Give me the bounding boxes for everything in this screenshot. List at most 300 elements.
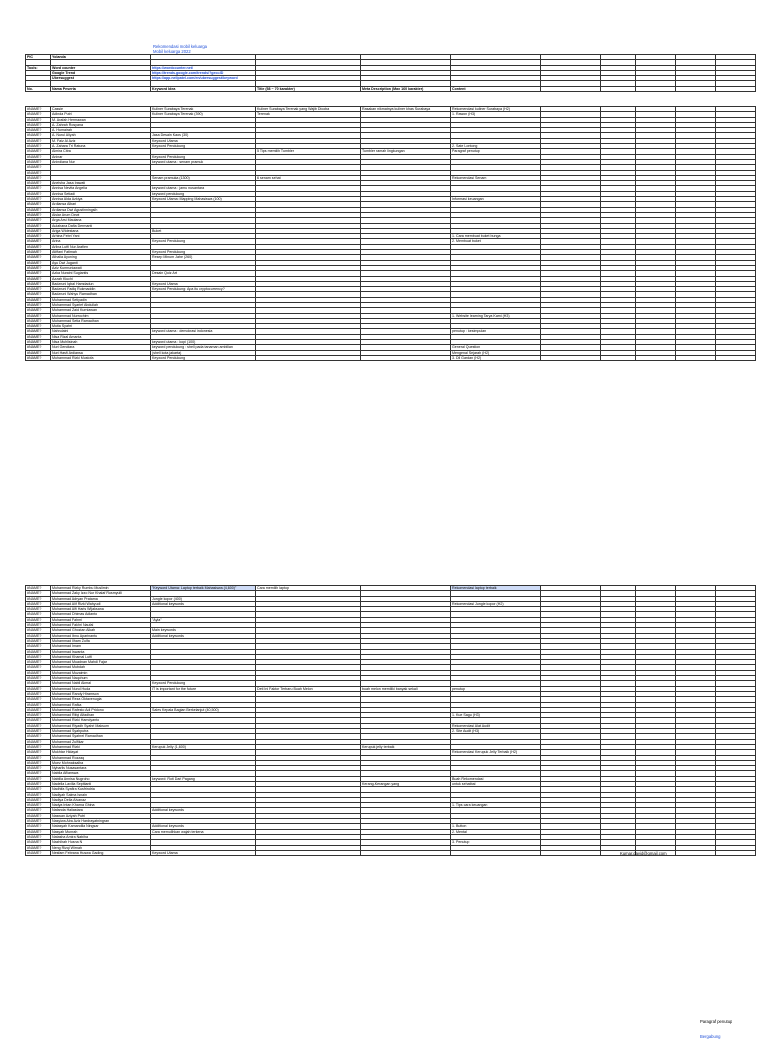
table-cell: M. Faiz Al Aziz <box>51 138 151 143</box>
top-link-2[interactable]: Mobil keluarga 2022 <box>153 49 191 54</box>
row-number-cell: #NAME? <box>26 755 51 760</box>
table-row <box>26 355 756 360</box>
row-number-cell: #NAME? <box>26 628 51 633</box>
table-cell: Adinda Putri <box>51 112 151 117</box>
row-number-cell: #NAME? <box>26 175 51 180</box>
row-number-cell: #NAME? <box>26 750 51 755</box>
table-cell: 2. Sate Lontong <box>451 144 541 149</box>
table-cell: Mengenal Sejarah (H2) <box>451 350 541 355</box>
row-number-cell: #NAME? <box>26 228 51 233</box>
table-cell: Azzah Kiuchi <box>51 276 151 281</box>
table-cell: Rekomendasi Kerupuk Jelly Terbaik (H2) <box>451 750 541 755</box>
table-cell: Natasyah Kamandila Ningsar <box>51 824 151 829</box>
table-cell: Rekomendasi Senam <box>451 175 541 180</box>
table-cell: Annisa Alda Azkiya <box>51 197 151 202</box>
row-number-cell: #NAME? <box>26 255 51 260</box>
table-cell: Rasakan nikmatnya kuliner khas Surabaya <box>361 107 451 112</box>
row-number-cell: #NAME? <box>26 787 51 792</box>
table-cell <box>361 355 451 360</box>
table-cell: Muhammad Rizki <box>51 744 151 749</box>
table-cell: A. Zahrah Rosyana <box>51 122 151 127</box>
row-number-cell: #NAME? <box>26 707 51 712</box>
table-cell: Natasha Amira Nabiha <box>51 834 151 839</box>
table-cell: Muhammad Rafka <box>51 702 151 707</box>
table-cell: Rekomendasi Alat Audit <box>451 723 541 728</box>
data-table-2 <box>25 585 756 856</box>
table-cell: keyword pendukung <box>151 191 256 196</box>
table-cell <box>361 850 451 855</box>
row-number-cell: #NAME? <box>26 845 51 850</box>
table-cell: Muhammad Zaky Izzo Nur Khalaf Rusmyulli <box>51 591 151 596</box>
tool-name: Google Trend <box>51 70 151 75</box>
row-number-cell: #NAME? <box>26 292 51 297</box>
row-number-cell: #NAME? <box>26 824 51 829</box>
table-cell: Muhammad Rifqi Alfadhan <box>51 713 151 718</box>
table-cell: untuk sehatbal <box>451 781 541 786</box>
sheet-page-1 <box>0 0 768 470</box>
row-number-cell: #NAME? <box>26 781 51 786</box>
row-number-cell: #NAME? <box>26 829 51 834</box>
row-number-cell: #NAME? <box>26 607 51 612</box>
table-cell: Muhammad Iswanta <box>51 649 151 654</box>
row-number-cell: #NAME? <box>26 734 51 739</box>
table-cell: Kuliner Surabaya Terenak yang Wajib Dicoba <box>256 107 361 112</box>
row-number-cell: #NAME? <box>26 623 51 628</box>
row-number-cell: #NAME? <box>26 649 51 654</box>
row-number-cell: #NAME? <box>26 318 51 323</box>
row-number-cell: #NAME? <box>26 218 51 223</box>
table-cell: Nadhifa Syafira Kusfrindria <box>51 787 151 792</box>
row-number-cell: #NAME? <box>26 834 51 839</box>
table-cell: Badzruni Fadiq Rukmaddin <box>51 287 151 292</box>
table-cell: Ayu Dwi Juganti <box>51 260 151 265</box>
table-cell: Nafanda Haliastara <box>51 808 151 813</box>
table-cell: Keyword Pendukung <box>151 144 256 149</box>
table-cell: Almira Citra <box>51 149 151 154</box>
table-cell: Additional keywords <box>151 808 256 813</box>
table-cell: Muhammad Randy Hiramson <box>51 691 151 696</box>
table-cell: Keyword Utama <box>151 850 256 855</box>
table-cell: Cara memulihkan wajah terkena <box>151 829 256 834</box>
row-number-cell: #NAME? <box>26 586 51 591</box>
table-cell: Nesfam Febrana Huswa Gading <box>51 850 151 855</box>
table-cell: (shell kota jakarta) <box>151 350 256 355</box>
row-number-cell: #NAME? <box>26 744 51 749</box>
table-cell: Nisa Muhlisinah <box>51 340 151 345</box>
table-cell: 1. Website learning Tarya Kami (H3) <box>451 313 541 318</box>
table-cell: Muhammad Mubdah <box>51 665 151 670</box>
table-cell: Nabila Aflianswa <box>51 771 151 776</box>
table-cell: Nuri Gendiara <box>51 345 151 350</box>
table-cell: A. Zahara Tri Ratuna <box>51 144 151 149</box>
row-number-cell: #NAME? <box>26 149 51 154</box>
table-cell: Jasa Desain Kaos (30) <box>151 133 256 138</box>
row-number-cell: #NAME? <box>26 117 51 122</box>
row-number-cell: #NAME? <box>26 792 51 797</box>
table-cell: Keyword Utama: Mapping Mahasiswa (100) <box>151 197 256 202</box>
row-number-cell: #NAME? <box>26 244 51 249</box>
table-cell: Muhammad Alfi Haris Wijaksana <box>51 607 151 612</box>
table-cell: Tumbler ramah lingkungan <box>361 149 451 154</box>
table-cell: Sales Kepala Bagian Berkelanjut (40,500) <box>151 707 256 712</box>
table-cell: buah melon memiliki banyak sekali <box>361 686 451 691</box>
table-cell: penutup : kesimpulan <box>451 329 541 334</box>
table-cell: Athalia Ayuning <box>51 255 151 260</box>
table-cell: Muhammad Ibnu Aparinantu <box>51 633 151 638</box>
table-cell: A. Humairah <box>51 128 151 133</box>
row-number-cell: #NAME? <box>26 197 51 202</box>
table-cell: Nahrulaini <box>51 329 151 334</box>
table-cell: Muhammad Nurul Huda <box>51 686 151 691</box>
pic-label: PIC <box>26 55 51 60</box>
row-number-cell: #NAME? <box>26 265 51 270</box>
row-number-cell: #NAME? <box>26 329 51 334</box>
row-number-cell: #NAME? <box>26 128 51 133</box>
table-cell: Muhammad Setia Ramadhan <box>51 318 151 323</box>
column-header-row: No. Nama Peserta Keyword Idea Title (58 ~ 70 karakter) Meta Description (Max 160 karakter) Content <box>26 86 756 91</box>
table-cell: Keyword Pendukung: Apa itu cryptocurrency? <box>151 287 256 292</box>
table-cell: Kerupuk Jelly (1,600) <box>151 744 256 749</box>
side-note: Paragraf penutup <box>700 1019 733 1024</box>
table-cell: Additional keywords <box>151 824 256 829</box>
row-number-cell: #NAME? <box>26 239 51 244</box>
sheet-page-2 <box>0 585 768 1039</box>
table-cell: Muhammad Rizki Hamdyanto <box>51 718 151 723</box>
row-number-cell: #NAME? <box>26 112 51 117</box>
row-number-cell: #NAME? <box>26 345 51 350</box>
table-cell: Keyword Pendukung <box>151 355 256 360</box>
table-cell: IT is important for the future <box>151 686 256 691</box>
table-cell: Buket <box>151 228 256 233</box>
table-cell: Aninar <box>51 154 151 159</box>
table-cell: Naswan Aziyah Putri <box>51 813 151 818</box>
row-number-cell: #NAME? <box>26 686 51 691</box>
table-cell: Muhammad Zaid Kurniawan <box>51 308 151 313</box>
table-cell: Muhammad Naqohum <box>51 676 151 681</box>
row-number-cell: #NAME? <box>26 808 51 813</box>
table-cell: Badzruni Wahyu Ramadhan <box>51 292 151 297</box>
table-cell: 5 Tips memilih Tumbler <box>256 149 361 154</box>
row-number-cell: #NAME? <box>26 107 51 112</box>
row-number-cell: #NAME? <box>26 633 51 638</box>
table-cell: Aisiar Arum Dewi <box>51 212 151 217</box>
row-number-cell: #NAME? <box>26 271 51 276</box>
table-cell: Muhammad Fahmi <box>51 617 151 622</box>
table-cell: Aneisha Jasa Irawati <box>51 181 151 186</box>
row-number-cell: #NAME? <box>26 313 51 318</box>
table-cell: Ardiansa Albari <box>51 202 151 207</box>
table-cell: Muhammad Reza Oktavenugia <box>51 697 151 702</box>
table-cell: Muhammad Alif Rizki Wahyudi <box>51 601 151 606</box>
table-cell: keyword utama : senam pramuk <box>151 159 256 164</box>
table-cell: Nadella Lavilia Sepitianti <box>51 781 151 786</box>
table-cell: Rekomendasi laptop terbaik <box>451 586 541 591</box>
table-cell: Muhammad Rizki Mustofa <box>51 355 151 360</box>
table-cell: Muhammad Imam <box>51 644 151 649</box>
table-cell: 2. Mental <box>451 829 541 834</box>
table-cell: Badzruni Iqbal Hamdadun <box>51 281 151 286</box>
tool-link[interactable]: https://app.neilpatel.com/en/ubersuggest/keyword <box>151 76 256 81</box>
empty-cell <box>636 355 676 360</box>
row-number-cell: #NAME? <box>26 644 51 649</box>
table-cell: Informasi keuangan <box>451 197 541 202</box>
meta-table <box>25 54 756 92</box>
table-cell: "Keyword Utama: Laptop terbaik Mahasiswa (4,600)" <box>151 586 256 591</box>
table-cell <box>451 850 541 855</box>
row-number-cell: #NAME? <box>26 797 51 802</box>
row-number-cell: #NAME? <box>26 260 51 265</box>
table-cell: Muhammad Rafesto Adi Pridono <box>51 707 151 712</box>
row-number-cell: #NAME? <box>26 702 51 707</box>
row-number-cell: #NAME? <box>26 202 51 207</box>
table-cell: Nyharlis Nusasantara <box>51 766 151 771</box>
table-cell: General Question <box>451 345 541 350</box>
row-number-cell: #NAME? <box>26 276 51 281</box>
table-cell: Nadiyah Salma Isnain <box>51 792 151 797</box>
row-number-cell: #NAME? <box>26 181 51 186</box>
table-cell: Buah Rekomendasi <box>451 776 541 781</box>
row-number-cell: #NAME? <box>26 350 51 355</box>
table-cell: Muhammad Muadnan Mahdi Fajar <box>51 660 151 665</box>
table-cell: Arlina Lutfi Nur Arafien <box>51 244 151 249</box>
table-cell <box>256 850 361 855</box>
table-cell: keyword utama : jamu nusantara <box>151 186 256 191</box>
table-cell: Paragraf penutup <box>451 149 541 154</box>
table-cell: Nazhihah Husna N <box>51 840 151 845</box>
table-cell: Muhammad Khamal Lutfi <box>51 654 151 659</box>
row-number-cell: #NAME? <box>26 207 51 212</box>
row-number-cell: #NAME? <box>26 676 51 681</box>
row-number-cell: #NAME? <box>26 287 51 292</box>
table-cell: Nabilla Annisa Nugroho <box>51 776 151 781</box>
row-number-cell: #NAME? <box>26 154 51 159</box>
row-number-cell: #NAME? <box>26 766 51 771</box>
table-cell: Muhammad Ilham Zulfa <box>51 638 151 643</box>
table-cell: Cara memilih laptop <box>256 586 361 591</box>
empty-cell <box>676 850 716 855</box>
table-cell: Muhammad Dhimas Adianto <box>51 612 151 617</box>
table-cell: Desain Quiz Art <box>151 271 256 276</box>
table-cell: Neng Rizqi Wirnah <box>51 845 151 850</box>
table-cell: Muhammad Nurrochim <box>51 313 151 318</box>
table-cell: Rekomendasi Jungle kopor (H2) <box>451 601 541 606</box>
row-number-cell: #NAME? <box>26 591 51 596</box>
table-cell: Keyword Utama <box>151 281 256 286</box>
row-number-cell: #NAME? <box>26 234 51 239</box>
table-cell <box>256 355 361 360</box>
table-cell: Mukhtar Hidayat <box>51 750 151 755</box>
email-note: Kumar.david@gmail.com <box>620 851 667 856</box>
row-number-cell: #NAME? <box>26 601 51 606</box>
table-cell: Kerupuk jelly terbaik <box>361 744 451 749</box>
row-number-cell: #NAME? <box>26 670 51 675</box>
tool-link[interactable]: https://wordcounter.net/ <box>151 65 256 70</box>
top-link-1[interactable]: Rekomendasi mobil keluarga <box>153 44 207 49</box>
empty-cell <box>541 850 601 855</box>
row-number-cell: #NAME? <box>26 186 51 191</box>
empty-cell <box>601 355 636 360</box>
row-number-cell: #NAME? <box>26 850 51 855</box>
table-cell: Keyword Pendukung <box>151 250 256 255</box>
row-number-cell: #NAME? <box>26 718 51 723</box>
table-cell: A. Nurul Aliyah <box>51 133 151 138</box>
row-number-cell: #NAME? <box>26 665 51 670</box>
table-cell: Senam pramuka (1300) <box>151 175 256 180</box>
pic-value: Yolanda <box>51 55 151 60</box>
row-number-cell: #NAME? <box>26 138 51 143</box>
row-number-cell: #NAME? <box>26 760 51 765</box>
table-cell: Aziz Kumruniawati <box>51 265 151 270</box>
table-cell: Muhammad Zulfikar <box>51 739 151 744</box>
table-cell: M. Arafah Hermawan <box>51 117 151 122</box>
table-cell: 1. Cara membuat buket bunga <box>451 234 541 239</box>
table-cell: Muhammad Adryan Pratama <box>51 596 151 601</box>
table-cell: keyword pendukung : shell pada tanaman ambilian <box>151 345 256 350</box>
tool-name: Word counter <box>51 65 151 70</box>
table-cell: Muhammad Muzaimin <box>51 670 151 675</box>
row-number-cell: #NAME? <box>26 691 51 696</box>
row-number-cell: #NAME? <box>26 660 51 665</box>
side-link[interactable]: Bergabung <box>700 1034 721 1039</box>
row-number-cell: #NAME? <box>26 223 51 228</box>
table-cell: Muhammad Rozzaq <box>51 755 151 760</box>
table-cell: Muhammad Ghozian Alkah <box>51 628 151 633</box>
table-cell: 3. Dll Gardan (H2) <box>451 355 541 360</box>
table-cell: Annisa Setiadi <box>51 191 151 196</box>
table-cell: Arina <box>51 239 151 244</box>
table-cell: keyword utama : kopi (100) <box>151 340 256 345</box>
table-cell: Nadya Intan Kharna Ghina <box>51 803 151 808</box>
table-cell: Muhammad Rizky Rumbu Muslimin <box>51 586 151 591</box>
table-cell: 6 senam sehat <box>256 175 361 180</box>
table-cell: Muhammad Syarief Abdullah <box>51 302 151 307</box>
row-number-cell: #NAME? <box>26 334 51 339</box>
table-cell: Anindiana Nur <box>51 159 151 164</box>
table-cell: keyword utama : demokrasi indonesia <box>151 329 256 334</box>
row-number-cell: #NAME? <box>26 170 51 175</box>
row-number-cell: #NAME? <box>26 697 51 702</box>
table-cell: Nuri Hasfi Ardiansa <box>51 350 151 355</box>
tool-link[interactable]: https://trends.google.com/trends/?geo=ID <box>151 70 256 75</box>
table-cell: Nadiya Della Alvanaz <box>51 797 151 802</box>
table-cell: Cassie <box>51 107 151 112</box>
row-number-cell: #NAME? <box>26 297 51 302</box>
table-cell: Terenak <box>256 112 361 117</box>
table-cell: 3. Penutup <box>451 840 541 845</box>
table-cell: 1. Tips cara keuangan <box>451 803 541 808</box>
empty-cell <box>676 355 716 360</box>
table-cell: Arhina Febri Yani <box>51 234 151 239</box>
row-number-cell: #NAME? <box>26 133 51 138</box>
table-cell: 2. Site Audit (H3) <box>451 729 541 734</box>
table-cell: Jungle kopor (400) <box>151 596 256 601</box>
row-number-cell: #NAME? <box>26 729 51 734</box>
row-number-cell: #NAME? <box>26 355 51 360</box>
empty-cell <box>541 355 601 360</box>
row-number-cell: #NAME? <box>26 803 51 808</box>
table-cell: Ariga Widestana <box>51 228 151 233</box>
table-cell: 1. Kue Sagu (H3) <box>451 713 541 718</box>
table-cell: Muhammad Syahrel Ramadhan <box>51 734 151 739</box>
table-cell: Deti Ini Faktor Terbaru Buah Melon <box>256 686 361 691</box>
table-cell: Main keywords <box>151 628 256 633</box>
row-number-cell: #NAME? <box>26 813 51 818</box>
tools-label: Tools: <box>26 65 51 70</box>
table-cell: Rekomendasi kuliner Surabaya (H2) <box>451 107 541 112</box>
table-cell: Atiffani Fatimah <box>51 250 151 255</box>
row-number-cell: #NAME? <box>26 771 51 776</box>
table-cell: 2. Membuat buket <box>451 239 541 244</box>
table-cell: Additional keywords <box>151 633 256 638</box>
table-cell: Nisa Rizal Amanta <box>51 334 151 339</box>
row-number-cell: #NAME? <box>26 165 51 170</box>
table-cell: Azka Nuraini Sugiantis <box>51 271 151 276</box>
table-cell: Kerang-Kerangan yang <box>361 781 451 786</box>
table-cell: Keyword Pendukung <box>151 154 256 159</box>
table-cell: Annisa Nevita Angelia <box>51 186 151 191</box>
row-number-cell: #NAME? <box>26 612 51 617</box>
row-number-cell: #NAME? <box>26 681 51 686</box>
table-cell: Mutia Syahri <box>51 324 151 329</box>
table-cell: Kuliner Surabaya Terenak (390) <box>151 112 256 117</box>
empty-cell <box>716 355 756 360</box>
row-number-cell: #NAME? <box>26 776 51 781</box>
table-cell: Nasyah Munrah <box>51 829 151 834</box>
table-cell: Additional keywords <box>151 601 256 606</box>
row-number-cell: #NAME? <box>26 281 51 286</box>
table-cell: Resep Minum Jahe (260) <box>151 255 256 260</box>
empty-cell <box>716 850 756 855</box>
table-cell: Muhammad Nabil Akmal <box>51 681 151 686</box>
row-number-cell: #NAME? <box>26 324 51 329</box>
row-number-cell: #NAME? <box>26 638 51 643</box>
row-number-cell: #NAME? <box>26 122 51 127</box>
row-number-cell: #NAME? <box>26 840 51 845</box>
table-cell: Nasyiwa Alra Aziz Hardrayatningran <box>51 819 151 824</box>
row-number-cell: #NAME? <box>26 302 51 307</box>
table-cell: Muhammad Riyadh Syahri Maksum <box>51 723 151 728</box>
table-cell: Kuliner Surabaya Terenak <box>151 107 256 112</box>
table-cell: Arga Arsi Maulana <box>51 218 151 223</box>
table-cell: "Ayla" <box>151 617 256 622</box>
row-number-cell: #NAME? <box>26 144 51 149</box>
row-number-cell: #NAME? <box>26 159 51 164</box>
row-number-cell: #NAME? <box>26 617 51 622</box>
table-cell: Ardiansa Dwi Agustinningsih <box>51 207 151 212</box>
row-number-cell: #NAME? <box>26 308 51 313</box>
table-cell: Keyword Pendukung <box>151 239 256 244</box>
page-gap <box>0 470 768 585</box>
row-number-cell: #NAME? <box>26 739 51 744</box>
data-table-1 <box>25 106 756 361</box>
row-number-cell: #NAME? <box>26 340 51 345</box>
tool-name: Ubersuggest <box>51 76 151 81</box>
row-number-cell: #NAME? <box>26 819 51 824</box>
table-cell: penutup <box>451 686 541 691</box>
row-number-cell: #NAME? <box>26 250 51 255</box>
row-number-cell: #NAME? <box>26 191 51 196</box>
row-number-cell: #NAME? <box>26 596 51 601</box>
table-cell: Muez Mohnaksalha <box>51 760 151 765</box>
row-number-cell: #NAME? <box>26 654 51 659</box>
table-cell: Aulahana Dafia Dermanti <box>51 223 151 228</box>
table-cell: Keyword Utama <box>151 138 256 143</box>
table-cell: keyword: Roti Dari Pagang <box>151 776 256 781</box>
row-number-cell: #NAME? <box>26 723 51 728</box>
table-cell: 1. Button <box>451 824 541 829</box>
row-number-cell: #NAME? <box>26 212 51 217</box>
table-cell: 1. Rawon (H3) <box>451 112 541 117</box>
